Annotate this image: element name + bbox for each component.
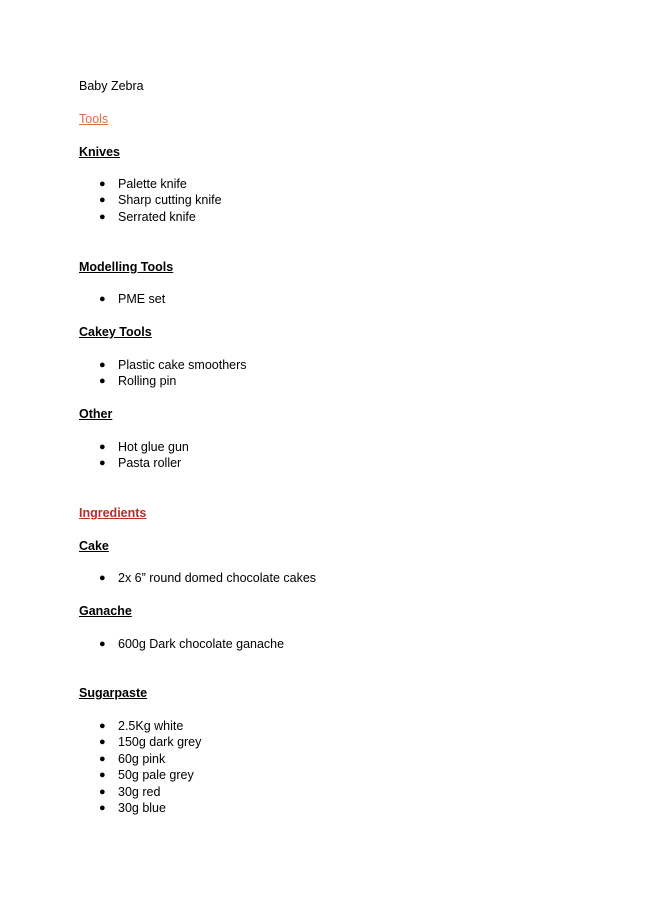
list-item-label: Palette knife [118, 177, 187, 191]
knives-list [79, 176, 222, 225]
bullet-icon: ● [99, 293, 106, 305]
sugarpaste-list [79, 718, 201, 816]
list-item-label: 2.5Kg white [118, 719, 184, 733]
modelling-tools-heading: Modelling Tools [79, 260, 174, 274]
bullet-icon: ● [99, 572, 106, 584]
cake-heading: Cake [79, 539, 109, 553]
list-item-label: Sharp cutting knife [118, 193, 222, 208]
bullet-icon: ● [99, 638, 106, 650]
list-item [79, 718, 201, 734]
list-item [79, 209, 222, 225]
bullet-icon: ● [99, 178, 106, 190]
other-heading: Other [79, 407, 113, 421]
list-item-label: Rolling pin [118, 374, 177, 389]
ingredients-heading: Ingredients [79, 506, 147, 520]
list-item-label: PME set [118, 292, 166, 306]
bullet-icon: ● [99, 769, 106, 782]
bullet-icon: ● [99, 210, 106, 223]
list-item [79, 357, 247, 373]
modelling-tools-list [79, 291, 165, 307]
list-item-label: 60g pink [118, 751, 166, 766]
cakey-tools-list [79, 357, 247, 390]
bullet-icon: ● [99, 752, 106, 765]
tools-heading: Tools [79, 112, 109, 126]
list-item [79, 800, 201, 816]
bullet-icon: ● [99, 441, 106, 453]
bullet-icon: ● [99, 457, 106, 470]
cakey-tools-heading: Cakey Tools [79, 325, 152, 339]
list-item [79, 767, 201, 783]
bullet-icon: ● [99, 375, 106, 388]
list-item [79, 192, 222, 208]
list-item-label: Hot glue gun [118, 440, 189, 454]
bullet-icon: ● [99, 194, 106, 207]
bullet-icon: ● [99, 785, 106, 798]
list-item [79, 176, 222, 192]
list-item [79, 373, 247, 389]
list-item-label: Plastic cake smoothers [118, 358, 247, 372]
bullet-icon: ● [99, 720, 106, 732]
list-item [79, 734, 201, 750]
other-list [79, 439, 189, 472]
list-item [79, 291, 165, 307]
ganache-heading: Ganache [79, 604, 132, 618]
list-item-label: 150g dark grey [118, 735, 202, 750]
list-item [79, 636, 284, 652]
bullet-icon: ● [99, 801, 106, 814]
sugarpaste-heading: Sugarpaste [79, 686, 148, 700]
list-item-label: Pasta roller [118, 456, 182, 471]
bullet-icon: ● [99, 359, 106, 371]
list-item [79, 455, 189, 471]
cake-list [79, 570, 316, 586]
ganache-list [79, 636, 284, 652]
list-item-label: 50g pale grey [118, 768, 194, 783]
list-item [79, 751, 201, 767]
list-item-label: Serrated knife [118, 209, 196, 224]
list-item-label: 2x 6” round domed chocolate cakes [118, 571, 317, 585]
knives-heading: Knives [79, 145, 120, 159]
list-item-label: 600g Dark chocolate ganache [118, 637, 285, 651]
list-item-label: 30g red [118, 784, 161, 799]
list-item [79, 570, 316, 586]
list-item [79, 439, 189, 455]
list-item-label: 30g blue [118, 800, 166, 815]
bullet-icon: ● [99, 736, 106, 749]
list-item [79, 784, 201, 800]
document-title: Baby Zebra [79, 79, 144, 93]
